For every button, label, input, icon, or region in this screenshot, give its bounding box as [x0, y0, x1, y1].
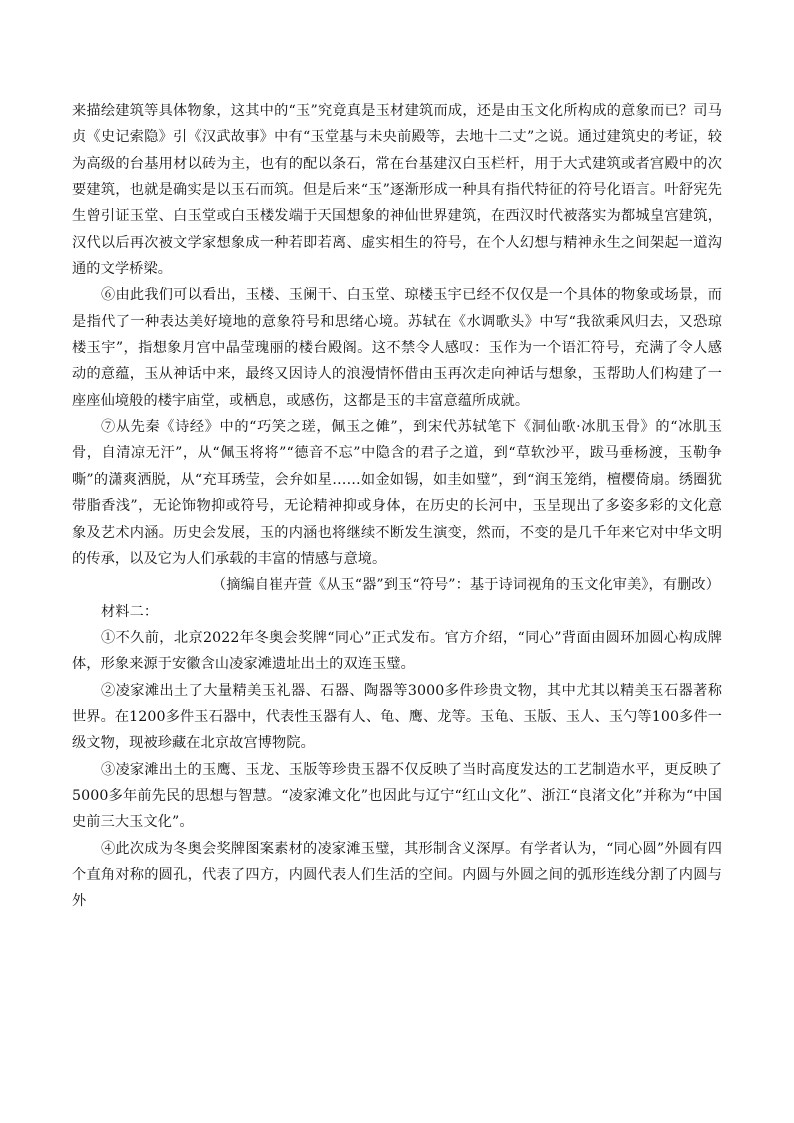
material-2-paragraph-2: ②凌家滩出土了大量精美玉礼器、石器、陶器等3000多件珍贵文物，其中尤其以精美玉石器著称世界。在1200多件玉石器中，代表性玉器有人、龟、鹰、龙等。玉龟、玉版、玉人、玉勺等100多件一级文物，现被珍藏在北京故宫博物院。 [72, 682, 722, 752]
paragraph-7: ⑦从先秦《诗经》中的“巧笑之瑳，佩玉之傩”，到宋代苏轼笔下《洞仙歌·冰肌玉骨》的“冰肌玉骨，自清凉无汗”，从“佩玉将将”“德音不忘”中隐含的君子之道，到“草软沙平，跋马垂杨渡，玉勒争嘶”的潇爽洒脱，从“充耳琇莹，会弁如星……如金如锡，如圭如璧”，到“润玉笼绡，檀樱倚扇。绣圈犹带脂香浅”，无论饰物抑或符号，无论精神抑或身体，在历史的长河中，玉呈现出了多姿多彩的文化意象及艺术内涵。历史会发展，玉的内涵也将继续不断发生演变，然而，不变的是几千年来它对中华文明的传承，以及它为人们承载的丰富的情感与意境。 [72, 419, 722, 567]
material-2-heading: 材料二： [101, 603, 159, 620]
document-body [72, 98, 722, 915]
material-2-paragraph-1: ①不久前，北京2022年冬奥会奖牌“同心”正式发布。官方介绍，“同心”背面由圆环加圆心构成牌体，形象来源于安徽含山凌家滩遗址出土的双连玉璧。 [72, 629, 722, 673]
paragraph-continued: 来描绘建筑等具体物象，这其中的“玉”究竟真是玉材建筑而成，还是由玉文化所构成的意象而已？司马贞《史记索隐》引《汉武故事》中有“玉堂基与未央前殿等，去地十二丈”之说。通过建筑史的考证，较为高级的台基用材以砖为主，也有的配以条石，常在台基建汉白玉栏杆，用于大式建筑或者宫殿中的次要建筑，也就是确实是以玉石而筑。但是后来“玉”逐渐形成一种具有指代特征的符号化语言。叶舒宪先生曾引证玉堂、白玉堂或白玉楼发端于天国想象的神仙世界建筑，在西汉时代被落实为都城皇宫建筑，汉代以后再次被文学家想象成一种若即若离、虚实相生的符号，在个人幻想与精神永生之间架起一道沟通的文学桥梁。 [72, 103, 722, 278]
paragraph-6: ⑥由此我们可以看出，玉楼、玉阑干、白玉堂、琼楼玉宇已经不仅仅是一个具体的物象或场景，而是指代了一种表达美好境地的意象符号和思绪心境。苏轼在《水调歌头》中写“我欲乘风归去，又恐琼楼玉宇”，指想象月宫中晶莹瑰丽的楼台殿阁。这不禁令人感叹：玉作为一个语汇符号，充满了令人感动的意蕴，玉从神话中来，最终又因诗人的浪漫情怀借由玉再次走向神话与想象，玉帮助人们构建了一座座仙境般的楼宇庙堂，或栖息，或感伤，这都是玉的丰富意蕴所成就。 [72, 287, 722, 409]
material-2-paragraph-4: ④此次成为冬奥会奖牌图案素材的凌家滩玉璧，其形制含义深厚。有学者认为，“同心圆”外圆有四个直角对称的圆孔，代表了四方，内圆代表人们生活的空间。内圆与外圆之间的弧形连线分割了内圆与外 [72, 840, 722, 910]
source-citation: （摘编自崔卉萱《从玉“器”到玉“符号”：基于诗词视角的玉文化审美》，有删改） [211, 577, 720, 594]
material-2-paragraph-3: ③凌家滩出土的玉鹰、玉龙、玉版等珍贵玉器不仅反映了当时高度发达的工艺制造水平，更反映了5000多年前先民的思想与智慧。“凌家滩文化”也因此与辽宁“红山文化”、浙江“良渚文化”并称为“中国史前三大玉文化”。 [72, 761, 722, 831]
